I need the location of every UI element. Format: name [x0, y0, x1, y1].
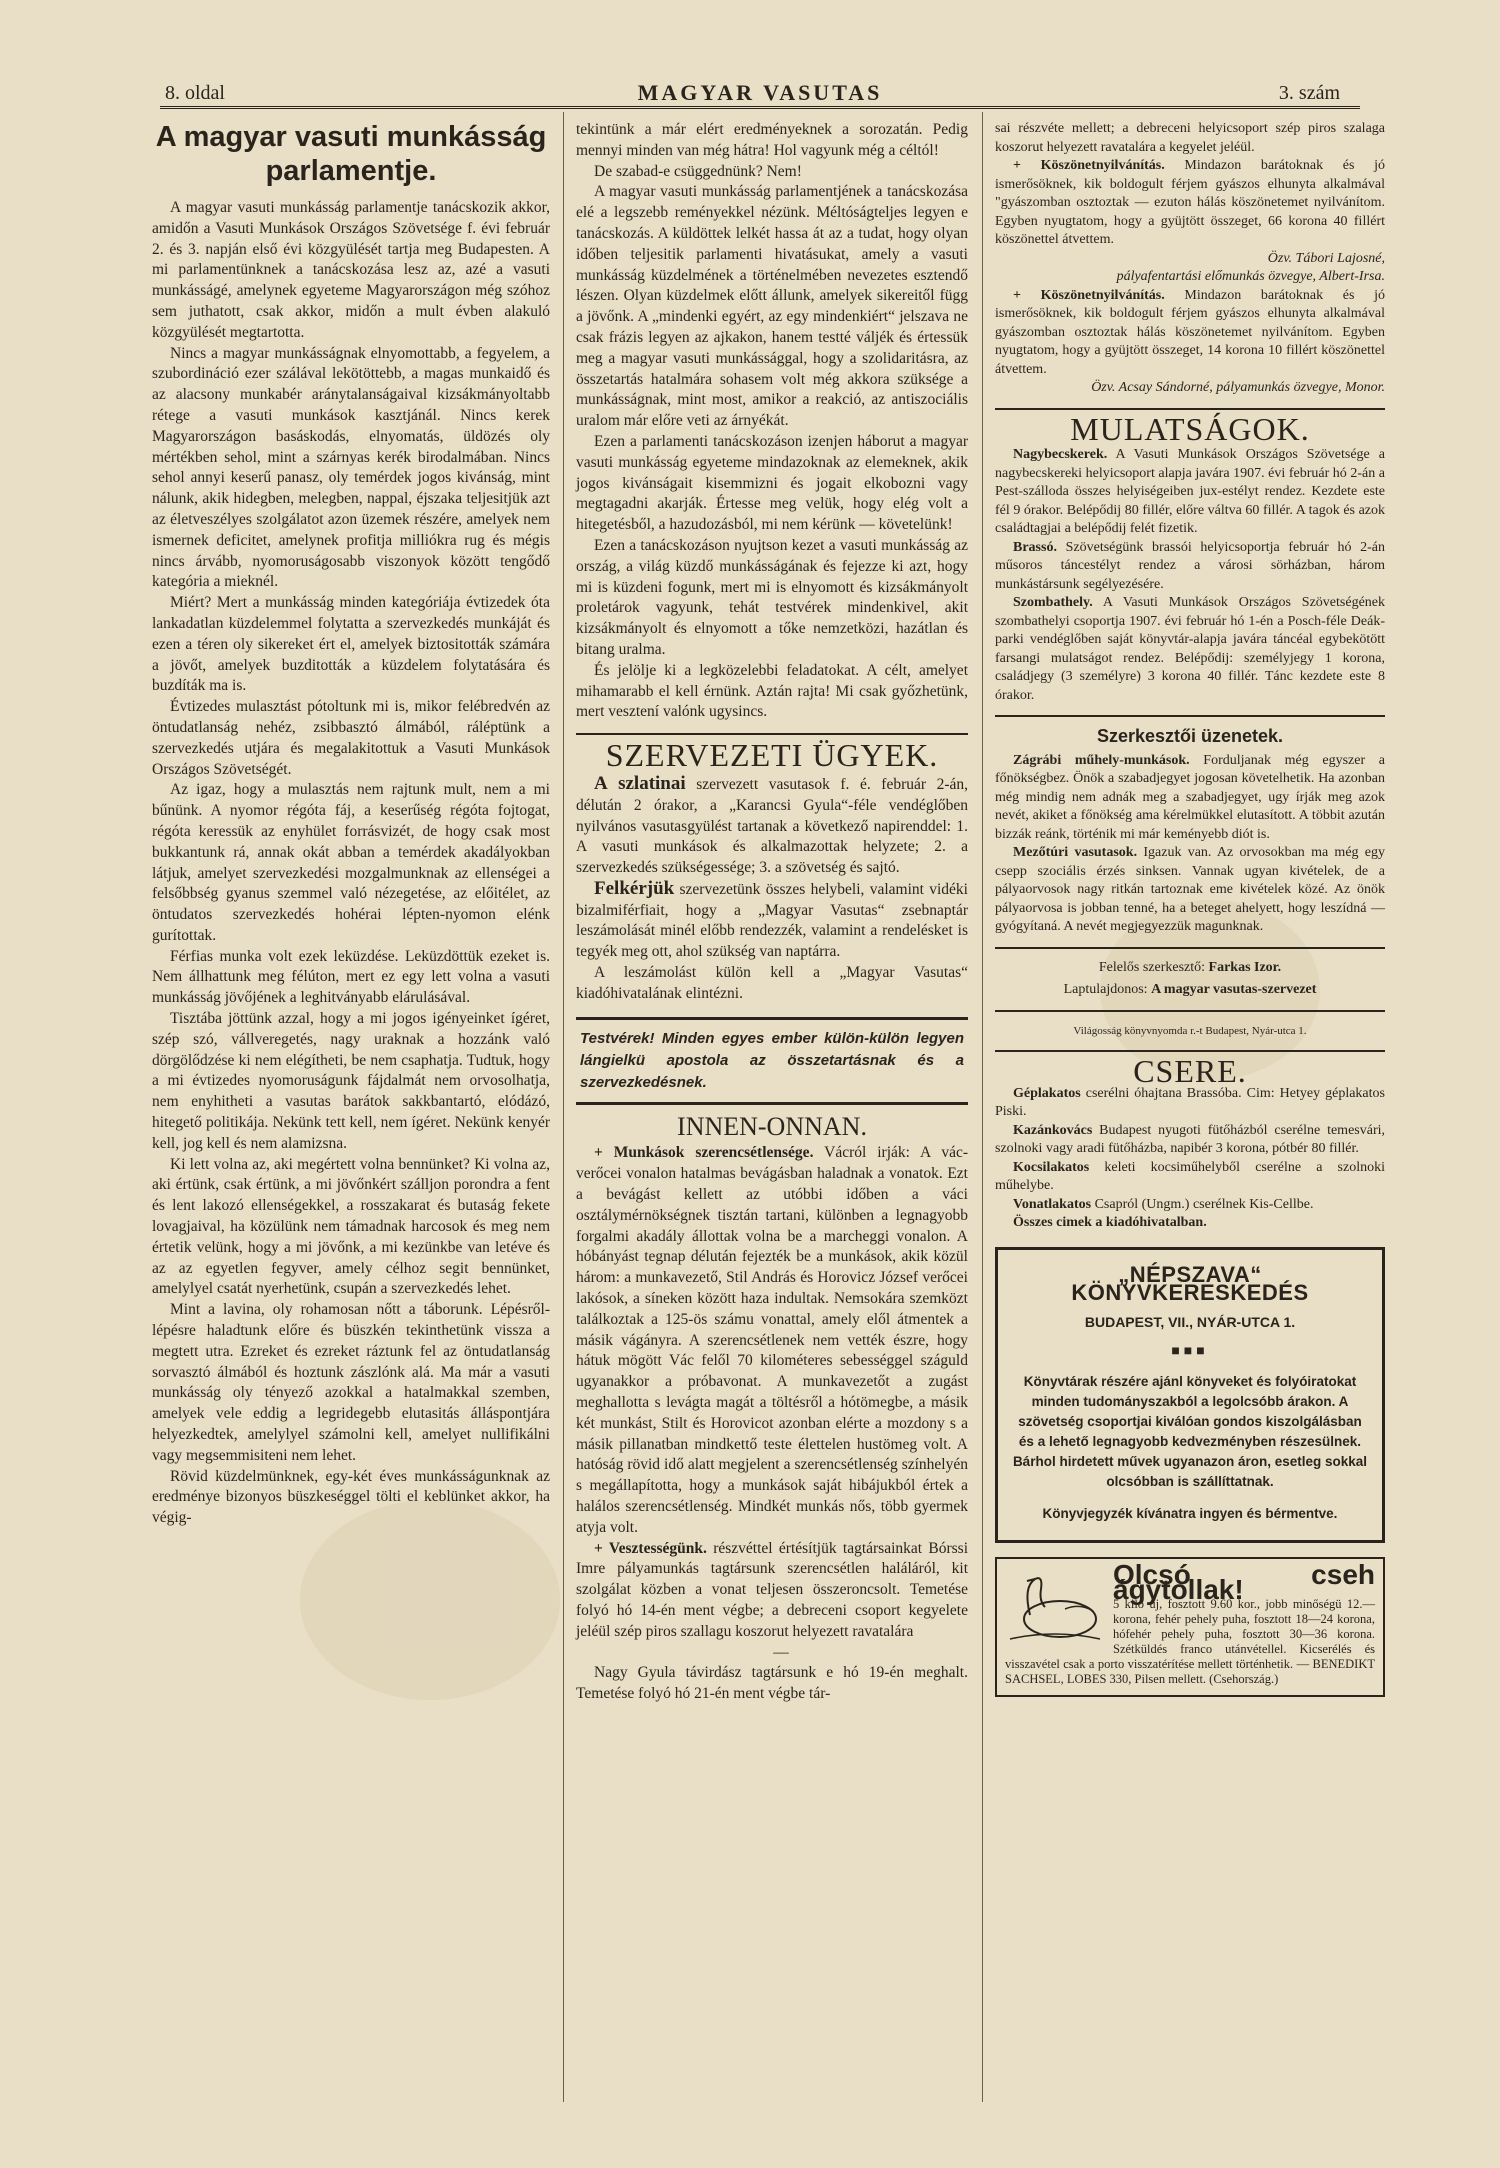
ad-ornament: ■■■	[1171, 1342, 1209, 1358]
exchange-item: Kocsilakatos keleti kocsiműhelyből cserélne a szolnoki műhelybe.	[995, 1159, 1385, 1193]
exchange-item: Vonatlakatos Csapról (Ungm.) cserélnek Kis-Cellbe.	[1013, 1196, 1314, 1212]
article-title: A magyar vasuti munkásság parlamentje.	[155, 121, 547, 187]
news-item: Nagy Gyula távirdász tagtársunk e hó 19-én meghalt. Temetése folyó hó 21-én ment végbe tár-	[576, 1664, 968, 1703]
article-paragraph: A magyar vasuti munkásság parlamentje tanácskozik akkor, amidőn a Vasuti Munkások Országos Szövetsége f. évi február 2. és 3. napján első évi közgyülését tartja meg Budapesten. A mi parlamentünknek a tanácskozása lesz az, azé a vasuti munkásságé, amelynek egyeteme Magyarországon még szóhoz sem juthatott, csak akkor, midőn a mult évben alakuló közgyülését megtartotta.	[152, 199, 550, 341]
signature: pályafentartási előmunkás özvegye, Albert-Irsa.	[1116, 269, 1385, 284]
section-rule	[995, 715, 1385, 717]
notice-item: A leszámolást külön kell a „Magyar Vasutas“ kiadóhivatalának elintézni.	[576, 964, 968, 1002]
column-divider	[563, 112, 564, 2102]
event-item: Szombathely. A Vasuti Munkások Országos Szövetségének szombathelyi csoportja 1907. évi február hó 1-én a Posch-féle Deák-parki vendéglőben saját könyvtár-alapja javára táncéal egybekötött farsangi mulatságot rendez. Belépődij: személyjegy 1 korona, családjegy (3 személyre) 3 korona 40 fillér. Tánc kezdete este 8 órakor.	[995, 595, 1385, 703]
ad-address: BUDAPEST, VII., NYÁR-UTCA 1.	[1084, 1313, 1296, 1330]
notice-item: + Köszönetnyilvánítás. Mindazon barátoknak és jó ismerősöknek, kik boldogult férjem gyászos elhunyta alkalmával "gyászomban osztoztak — ezuton hálás köszönetemet nyilvánítom. Egyben nyugtatom, hogy a gyüjtött összeget, 66 korona 40 fillért köszönettel átvettem.	[995, 158, 1385, 247]
article-paragraph: A magyar vasuti munkásság parlamentjének a tanácskozása elé a legszebb reményekkel nézünk. Méltóságteljes legyen e tanácskozás. A küldöttek lelkét hassa át az a tudat, hogy olyan időben teljesitik parlamenti hivatásukat, amely a vasuti munkásság küzdelmének a történelmében nevezetes esztendő lészen. Olyan küzdelmek előtt állunk, amelyek sikereitől függ a jövőnk. A „mindenki egyért, az egy mindenkiért“ jelszava ne csak frázis legyen az ajkakon, hanem testté váljék és értessük meg a magyar vasuti munkássággal, hogy a szolidaritásra, az összetartás hatalmára sohasem volt még akkora szüksége a munkásságnak, mint most, amikor a reakció, az antiszociális uralom már előre veti az árnyékát.	[576, 183, 968, 430]
bookshop-ad	[995, 1247, 1385, 1543]
section-title: MULATSÁGOK.	[1070, 410, 1310, 447]
event-item: Brassó. Szövetségünk brassói helyicsoportja február hó 2-án műsoros táncestélyt rendez a városi sörházban, három munkástársunk segélyezésére.	[995, 539, 1385, 592]
ad-title: „NÉPSZAVA“ KÖNYVKERESKEDÉS	[1071, 1261, 1309, 1305]
article-paragraph: De szabad-e csüggednünk? Nem!	[594, 162, 802, 180]
section-rule	[995, 947, 1385, 949]
article-paragraph: Rövid küzdelmünknek, egy-két éves munkásságunknak az eredménye bizonyos büszkeséggel tölti el keblünket akkor, ha végig-	[152, 1467, 550, 1527]
column-3	[995, 120, 1385, 1697]
exchange-item: Géplakatos cserélni óhajtana Brassóba. Cim: Hetyey géplakatos Piski.	[995, 1085, 1385, 1119]
exchange-item: Összes cimek a kiadóhivatalban.	[1013, 1215, 1207, 1230]
article-paragraph: Mint a lavina, oly rohamosan nőtt a táborunk. Lépésről-lépésre haladtunk előre és büszkén tekinthetünk vissza a megtett utra. Ezreket és ezreket ráztunk fel az öntudatlanság sorvasztó álmából és hoztunk zászlónk alá. Ma már a vasuti munkásság oly tényező azokkal a hatalmakkal szemben, amelyek vele eddig a legridegebb elutasitás álláspontjára helyezkedtek, amelylyel számolni kell, amelyet nullifikálni vagy megsemmisiteni nem lehet.	[152, 1301, 550, 1464]
ad-body: 5 kiló uj, fosztott 9.60 kor., jobb minőségü 12.— korona, fehér pehely puha, fosztott 18—24 korona, hófehér pehely puha, fosztott 30—36 korona. Szétküldés franco utánvétellel. Kicserélés és visszavétel csak a porto visszatérítése mellett történhetik. — BENEDIKT SACHSEL, LOBES 330, Pilsen mellett. (Csehország.)	[1005, 1596, 1375, 1686]
article-paragraph: Évtizedes mulasztást pótoltunk mi is, mikor felébredvén az öntudatlanság nehéz, zsibbasztó álmából, ráléptünk a szervezkedés utjára és megalakitottuk a Vasuti Munkások Országos Szövetségét.	[152, 698, 550, 778]
exchange-item: Kazánkovács Budapest nyugoti fütőházból cserélne temesvári, szolnoki vagy aradi fütőházba, napibér 3 korona, pótbér 80 fillér.	[995, 1122, 1385, 1156]
article-paragraph: tekintünk a már elért eredményeknek a sorozatán. Pedig mennyi minden van még hátra! Hol vagyunk még a céltól!	[576, 121, 968, 159]
signature: Özv. Tábori Lajosné,	[1267, 250, 1385, 266]
ad-title: Olcsó cseh ágytollak!	[1113, 1558, 1375, 1605]
page-header	[160, 80, 1360, 109]
notice-item: sai részvéte mellett; a debreceni helyicsoport szép piros szalaga koszorut helyezett ravatalára a kegyelet jeléül.	[995, 121, 1385, 155]
ad-footer: Könyvjegyzék kívánatra ingyen és bérmentve.	[1042, 1505, 1338, 1521]
article-paragraph: Tisztába jöttünk azzal, hogy a mi jogos igényeinket ígéret, szép szó, vállveregetés, nagy uraknak a hozzánk való dörgölődzése ki nem elégítheti, be nem csaphatja. Tudtuk, hogy a mi évtizedes nyomoruságunk fájdalmát nem orvosolhatja, nem enyhitheti a vasutas barátok sakkbantartó, elódázó, hitegető politikája. Nekünk tett kell, nem ígéret. Nekünk kenyér kell, jog kell és nem alamizsna.	[152, 1010, 550, 1152]
editor-message: Zágrábi műhely-munkások. Forduljanak még egyszer a főnökségbez. Önök a szabadjegyet jogosan követelhetik. Ha azonban még mindig nem adnák meg a szabadjegyet, ugy írják meg azok nevét, akiket a főnökség ama kérelmükkel elutasított. A többit azután bizzák reánk, történik mi már keményebb diót is.	[995, 752, 1385, 842]
notice-item: A szlatinai szervezett vasutasok f. é. február 2-án, délután 2 órakor, a „Karancsi Gyula“-féle vendéglőben nyilvános vasutasgyülést tartanak a következő napirenddel: 1. A vasuti munkások és alkalmazottak helyzete; 2. a szervezkedés szükségessége; 3. a szövetség és sajtó.	[576, 772, 968, 877]
column-1	[152, 120, 550, 2120]
article-paragraph: Férfias munka volt ezek leküzdése. Leküzdöttük ezeket is. Nem állhattunk meg félúton, mert ez egy lett volna a vasuti munkásság jövőjének a leghitványabb elárulásával.	[152, 947, 550, 1007]
section-title: INNEN-ONNAN.	[677, 1111, 867, 1141]
article-paragraph: Miért? Mert a munkásság minden kategóriája évtizedek óta lankadatlan küzdelemmel folytatta a szervezkedés munkáját és ezen a téren oly sikereket ért el, amelyek biztositották számára a jövőt, amelyek buzditották a küzdelem folytatására és buzdíták ma is.	[152, 594, 550, 695]
news-item: + Vesztességünk. részvéttel értésítjük tagtársainkat Bórssi Imre pályamunkás tagtársunk szerencsétlen haláláról, kit szolgálat közben a vonat teljesen összeroncsolt. Temetése folyó hó 14-én ment végbe; a debreceni csoport kegyelete jeléül szép piros szallagu koszorut helyezett ravatalára	[576, 1539, 968, 1640]
event-item: Nagybecskerek. A Vasuti Munkások Országos Szövetsége a nagybecskereki helyicsoport alapja javára 1907. évi február hó 2-án a Pest-szálloda összes helyiségeiben jux-estélyt rendez. Kezdete este fél 9 órakor. Belépődij 80 fillér, előre váltva 60 fillér. A tagok és azok családtagjai a belépődij felét fizetik.	[995, 447, 1385, 536]
editor-line: Felelős szerkesztő: Farkas Izor.	[1098, 959, 1282, 975]
article-paragraph: Az igaz, hogy a mulasztás nem rajtunk mult, nem a mi bűnünk. A nyomor régóta fáj, a keserűség régóta fojtogat, régóta keressük az enyhület forrásvizét, de hogy csak most bukkantunk rá, annak okát abban a temérdek akadályokban látjuk, amelyet szervezkedési mozgalmunknak az ellenségei a felsőbbség gyanus szemmel való nézegetése, az előitélet, az öntudatos szervezkedés hohérai lépten-nyomon elénk gurítottak.	[152, 781, 550, 944]
column-divider	[982, 112, 983, 2102]
section-rule	[995, 1050, 1385, 1052]
section-rule	[995, 1010, 1385, 1012]
owner-line: Laptulajdonos: A magyar vasutas-szervezet	[1063, 982, 1317, 997]
ad-body: Könyvtárak részére ajánl könyveket és folyóiratokat minden tudományszakból a legolcsóbb árakon. A szövetség csoportjai kiválóan gondos kiszolgálásban és a lehető legnagyobb kedvezményben részesülnek. Bárhol hirdetett művek ugyanazon áron, esetleg sokkal olcsóbban is szállíttatnak.	[1012, 1373, 1368, 1489]
section-title: SZERVEZETI ÜGYEK.	[605, 737, 939, 774]
article-paragraph: Ki lett volna az, aki megértett volna bennünket? Ki volna az, aki értünk, csak értünk, a mi jövőnkért szálljon porondra a fent és lent lakozó ellenségekkel, a rosszakarat és butaság fekete lovagjaival, ha közülünk nem támadnak harcosok és meg nem értetik velünk, hogy a mi jövőnk, a mi kezünkbe van letéve és az az egyetlen fegyver, amely célhoz segit bennünket, amelylyel csatát nyerhetünk, csupán a szervezkedés lehet.	[152, 1155, 550, 1298]
editor-message: Mezőtúri vasutasok. Igazuk van. Az orvosokban ma még egy csepp szociális érzés sinksen. Vannak ugyan kivételek, de a pályaorvosok nagy ritkán tartoznak eme kivételek közé. Az önök pályaorvosa is jobban tenné, ha a beteget ahelyett, hogy leszídná — gyógyítaná. A nevét megjegyezzük magunknak.	[995, 845, 1385, 934]
notice-item: + Köszönetnyilvánítás. Mindazon barátoknak és jó ismerősöknek, kik boldogult férjem gyászos elhunyta alkalmával gyászomban osztoztak hálás köszönetemet nyilvánítom. Egyben nyugtatom, hogy a gyüjtött összeget, 14 korona 10 fillért köszönettel átvettem.	[995, 287, 1385, 377]
signature: Özv. Acsay Sándorné, pályamunkás özvegye, Monor.	[1091, 380, 1385, 395]
goose-icon	[1005, 1567, 1105, 1647]
section-rule	[995, 408, 1385, 410]
article-paragraph: Nincs a magyar munkásságnak elnyomottabb, a fegyelem, a szubordináció ezer szálával lekötöttebb, a magas munkaidő és az alacsony munkabér aránytalanságaival kizsákmányoltabb rétege a vasuti munkások kasztjánál. Nincs kerek Magyarországon basáskodás, elnyomatás, üldözés oly mértékben sehol, mint a szárnyas kerék birodalmában. Nincs sehol annyi keserű panasz, oly temérdek jogos kivánság, mint nálunk, akik hidegben, melegben, nappal, éjszaka teljesitjük azt az életveszélyes szolgálatot azon üzemek részére, amelyek nem ismernek deficitet, amelynek profitja milliókra rug és mégis nincs árvább, nyomoruságosabb viszonyok között tengődő kategória a mieknél.	[152, 344, 550, 591]
article-paragraph: Ezen a parlamenti tanácskozáson izenjen háborut a magyar vasuti munkásság egyeteme mindazoknak az elemeknek, akik jogos kivánságait kisemmizni és jogait elkobozni vagy megtagadni akarják. Értesse meg velük, hogy elég volt a hitegetésből, a hazudozásból, mi nem kérünk — követelünk!	[576, 432, 968, 534]
newspaper-title: MAGYAR VASUTAS	[637, 80, 883, 105]
notice-item: Felkérjük szervezetünk összes helybeli, valamint vidéki bizalmiférfiait, hogy a „Magyar Vasutas“ zsebnaptár leszámolását minél előbb rendezzék, valamint a rendelésket is tegyék meg ott, ahol szükség van naptárra.	[576, 877, 968, 961]
section-rule	[576, 733, 968, 735]
printer-line: Világosság könyvnyomda r.-t Budapest, Nyár-utca 1.	[1073, 1024, 1307, 1037]
news-item: + Munkások szerencsétlensége. Vácról irják: A vác-verőcei vonalon hatalmas bevágásban haladnak a vonatok. Ezt a bevágást kellett az utóbbi időben a váci osztálymérnökségnek tisztán tartani, különben a legnagyobb forgalmi akadály állottak volna be a marcheggi vonalon. A hóbányást tegnap délután fejezték be a munkások, akik közül három: a munkavezető, Stil András és Horovicz József verőcei lakósok, a síneken között haza indultak. Nemsokára szemközt találkoztak a 125-ös számu vonattal, amely elől átmentek a másik vágányra. A szerencsétlenek nem vették észre, hogy hátuk mögött Vác felől 70 kilométeres sebességgel száguld ugyanakkor a próbavonat. A munkavezetőt a zugást meghallotta s levágta magát a töltésről a hótömegbe, a másik két munkást, Stilt és Horovicot azonban elérte a mozdony s a másik pillanatban mindkettő teste élettelen hustömeg volt. A hatóság rövid idő alatt megjelent a szerencsétlenség színhelyén s megállapította, hogy a munkások saját hibájukból értek a halálos szerencsétlenség. Mindkét munkás nős, több gyermek atyja volt.	[576, 1144, 969, 1536]
page-number: 8. oldal	[165, 82, 225, 104]
feather-ad	[995, 1557, 1385, 1697]
issue-number: 3. szám	[1278, 82, 1340, 104]
section-title: Szerkesztői üzenetek.	[1096, 726, 1284, 746]
separator-dash: —	[773, 1643, 789, 1661]
article-paragraph: Ezen a tanácskozáson nyujtson kezet a vasuti munkásság az ország, a világ küzdő munkásságának és fejezze ki azt, hogy mi is küzdeni fogunk, mert mi is elnyomott és kizsákmányolt proletárok vagyunk, tehát testvérek mindenkivel, akit kizsákmányolt és elnyomott a tőke nemzetközi, hazátlan és bitang uralma.	[576, 536, 968, 658]
appeal-box: Testvérek! Minden egyes ember külön-külön legyen lángielkü apostola az összetartásnak és a szervezkedésnek.	[576, 1017, 968, 1105]
section-title: CSERE.	[1133, 1053, 1247, 1089]
article-paragraph: És jelölje ki a legközelebbi feladatokat. A célt, amelyet mihamarabb el kell érnünk. Aztán rajta! Mi csak győzhetünk, mert vesztení valónk ugysincs.	[576, 661, 968, 721]
column-2	[576, 120, 968, 1705]
